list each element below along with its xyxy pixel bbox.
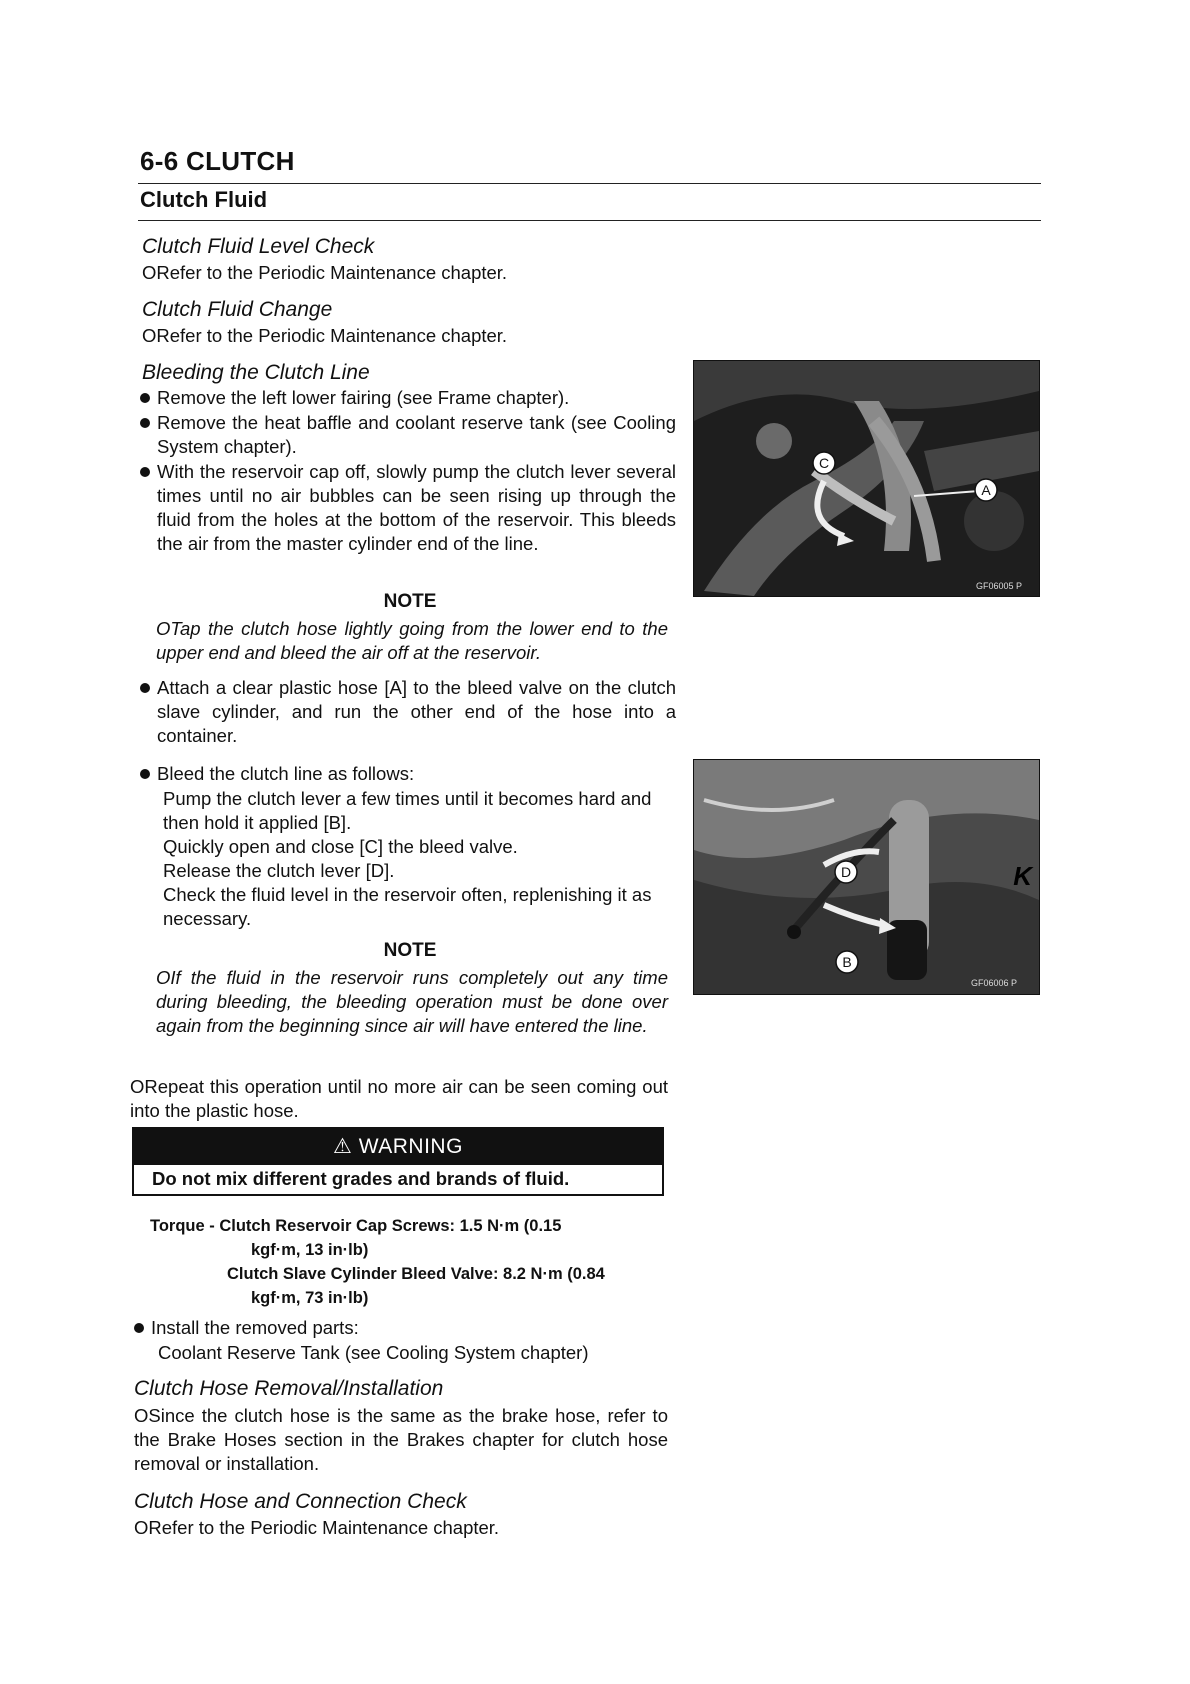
bullet-dot [140, 418, 150, 428]
photo-clutch-lever [693, 759, 1040, 995]
fluid-change-heading: Clutch Fluid Change [142, 298, 333, 321]
bullet-dot [134, 1323, 144, 1333]
photo-2-edge-mark: K [1013, 861, 1032, 891]
note-2-title: NOTE [383, 940, 437, 961]
hose-removal-text: OSince the clutch hose is the same as the brake hose, refer to the Brake Hoses section in the Brakes chapter for clutch hose removal or installation. [134, 1405, 668, 1474]
torque-line-3: Clutch Slave Cylinder Bleed Valve: 8.2 N·m (0.84 [227, 1265, 605, 1283]
bullet-pump-lever: With the reservoir cap off, slowly pump the clutch lever several times until no air bubbles can be seen rising up through the fluid from the holes at the bottom of the reservoir. This bleeds the air from the master cylinder end of the line. [140, 460, 676, 556]
bullet-dot [140, 467, 150, 477]
callout-b: B [842, 954, 852, 970]
callout-a: A [981, 482, 991, 498]
bullet-bleed-line: Bleed the clutch line as follows: [140, 762, 676, 786]
warning-triangle-icon: ⚠ [333, 1135, 353, 1158]
photo-1-code: GF06005 P [975, 581, 1023, 591]
torque-line-1: Torque - Clutch Reservoir Cap Screws: 1.5 N·m (0.15 [150, 1217, 562, 1235]
photo-clutch-reservoir [693, 360, 1040, 597]
callout-d: D [840, 864, 852, 880]
torque-line-2: kgf·m, 13 in·lb) [251, 1241, 369, 1259]
bullet-install: Install the removed parts: [134, 1316, 670, 1340]
level-check-text: ORefer to the Periodic Maintenance chapter. [142, 262, 508, 283]
bullet-dot [140, 769, 150, 779]
hose-check-text: ORefer to the Periodic Maintenance chapter. [134, 1517, 500, 1538]
hose-check-heading: Clutch Hose and Connection Check [134, 1490, 467, 1513]
note-2-text: OIf the fluid in the reservoir runs completely out any time during bleeding, the bleeding operation must be done over again from the beginning since air will have entered the line. [156, 967, 668, 1036]
chapter-title: 6-6 CLUTCH [140, 146, 295, 176]
level-check-heading: Clutch Fluid Level Check [142, 235, 375, 258]
bullet-remove-fairing: Remove the left lower fairing (see Frame chapter). [140, 386, 676, 410]
bullet-dot [140, 393, 150, 403]
warning-header [134, 1129, 662, 1165]
photo-2-graphic [694, 760, 1039, 994]
fluid-change-text: ORefer to the Periodic Maintenance chapter. [142, 325, 508, 346]
bullet-remove-baffle: Remove the heat baffle and coolant reserve tank (see Cooling System chapter). [140, 411, 676, 459]
bullet-attach-hose: Attach a clear plastic hose [A] to the bleed valve on the clutch slave cylinder, and run the other end of the hose into a container. [140, 676, 676, 748]
photo-2-code: GF06006 P [970, 978, 1018, 988]
step-release: Release the clutch lever [D]. [163, 860, 395, 881]
callout-c: C [818, 455, 830, 471]
warning-box [132, 1127, 664, 1196]
warning-title: WARNING [358, 1135, 463, 1158]
step-open-close: Quickly open and close [C] the bleed valve. [163, 836, 518, 857]
bullet-dot [140, 683, 150, 693]
torque-line-4: kgf·m, 73 in·lb) [251, 1289, 369, 1307]
step-check-level: Check the fluid level in the reservoir often, replenishing it as necessary. [163, 884, 652, 929]
step-pump: Pump the clutch lever a few times until it becomes hard and then hold it applied [B]. [163, 788, 652, 833]
bleeding-heading: Bleeding the Clutch Line [142, 361, 370, 384]
repeat-text: ORepeat this operation until no more air can be seen coming out into the plastic hose. [130, 1076, 668, 1121]
header-rule-top [138, 183, 1041, 184]
note-1-text: OTap the clutch hose lightly going from the lower end to the upper end and bleed the air off at the reservoir. [156, 618, 668, 663]
header-rule-bottom [138, 220, 1041, 221]
hose-removal-heading: Clutch Hose Removal/Installation [134, 1377, 444, 1400]
section-title: Clutch Fluid [140, 187, 268, 212]
install-item: Coolant Reserve Tank (see Cooling System chapter) [158, 1342, 589, 1363]
photo-1-graphic [694, 361, 1039, 596]
warning-text: Do not mix different grades and brands of fluid. [152, 1168, 570, 1189]
note-1-title: NOTE [383, 591, 437, 612]
